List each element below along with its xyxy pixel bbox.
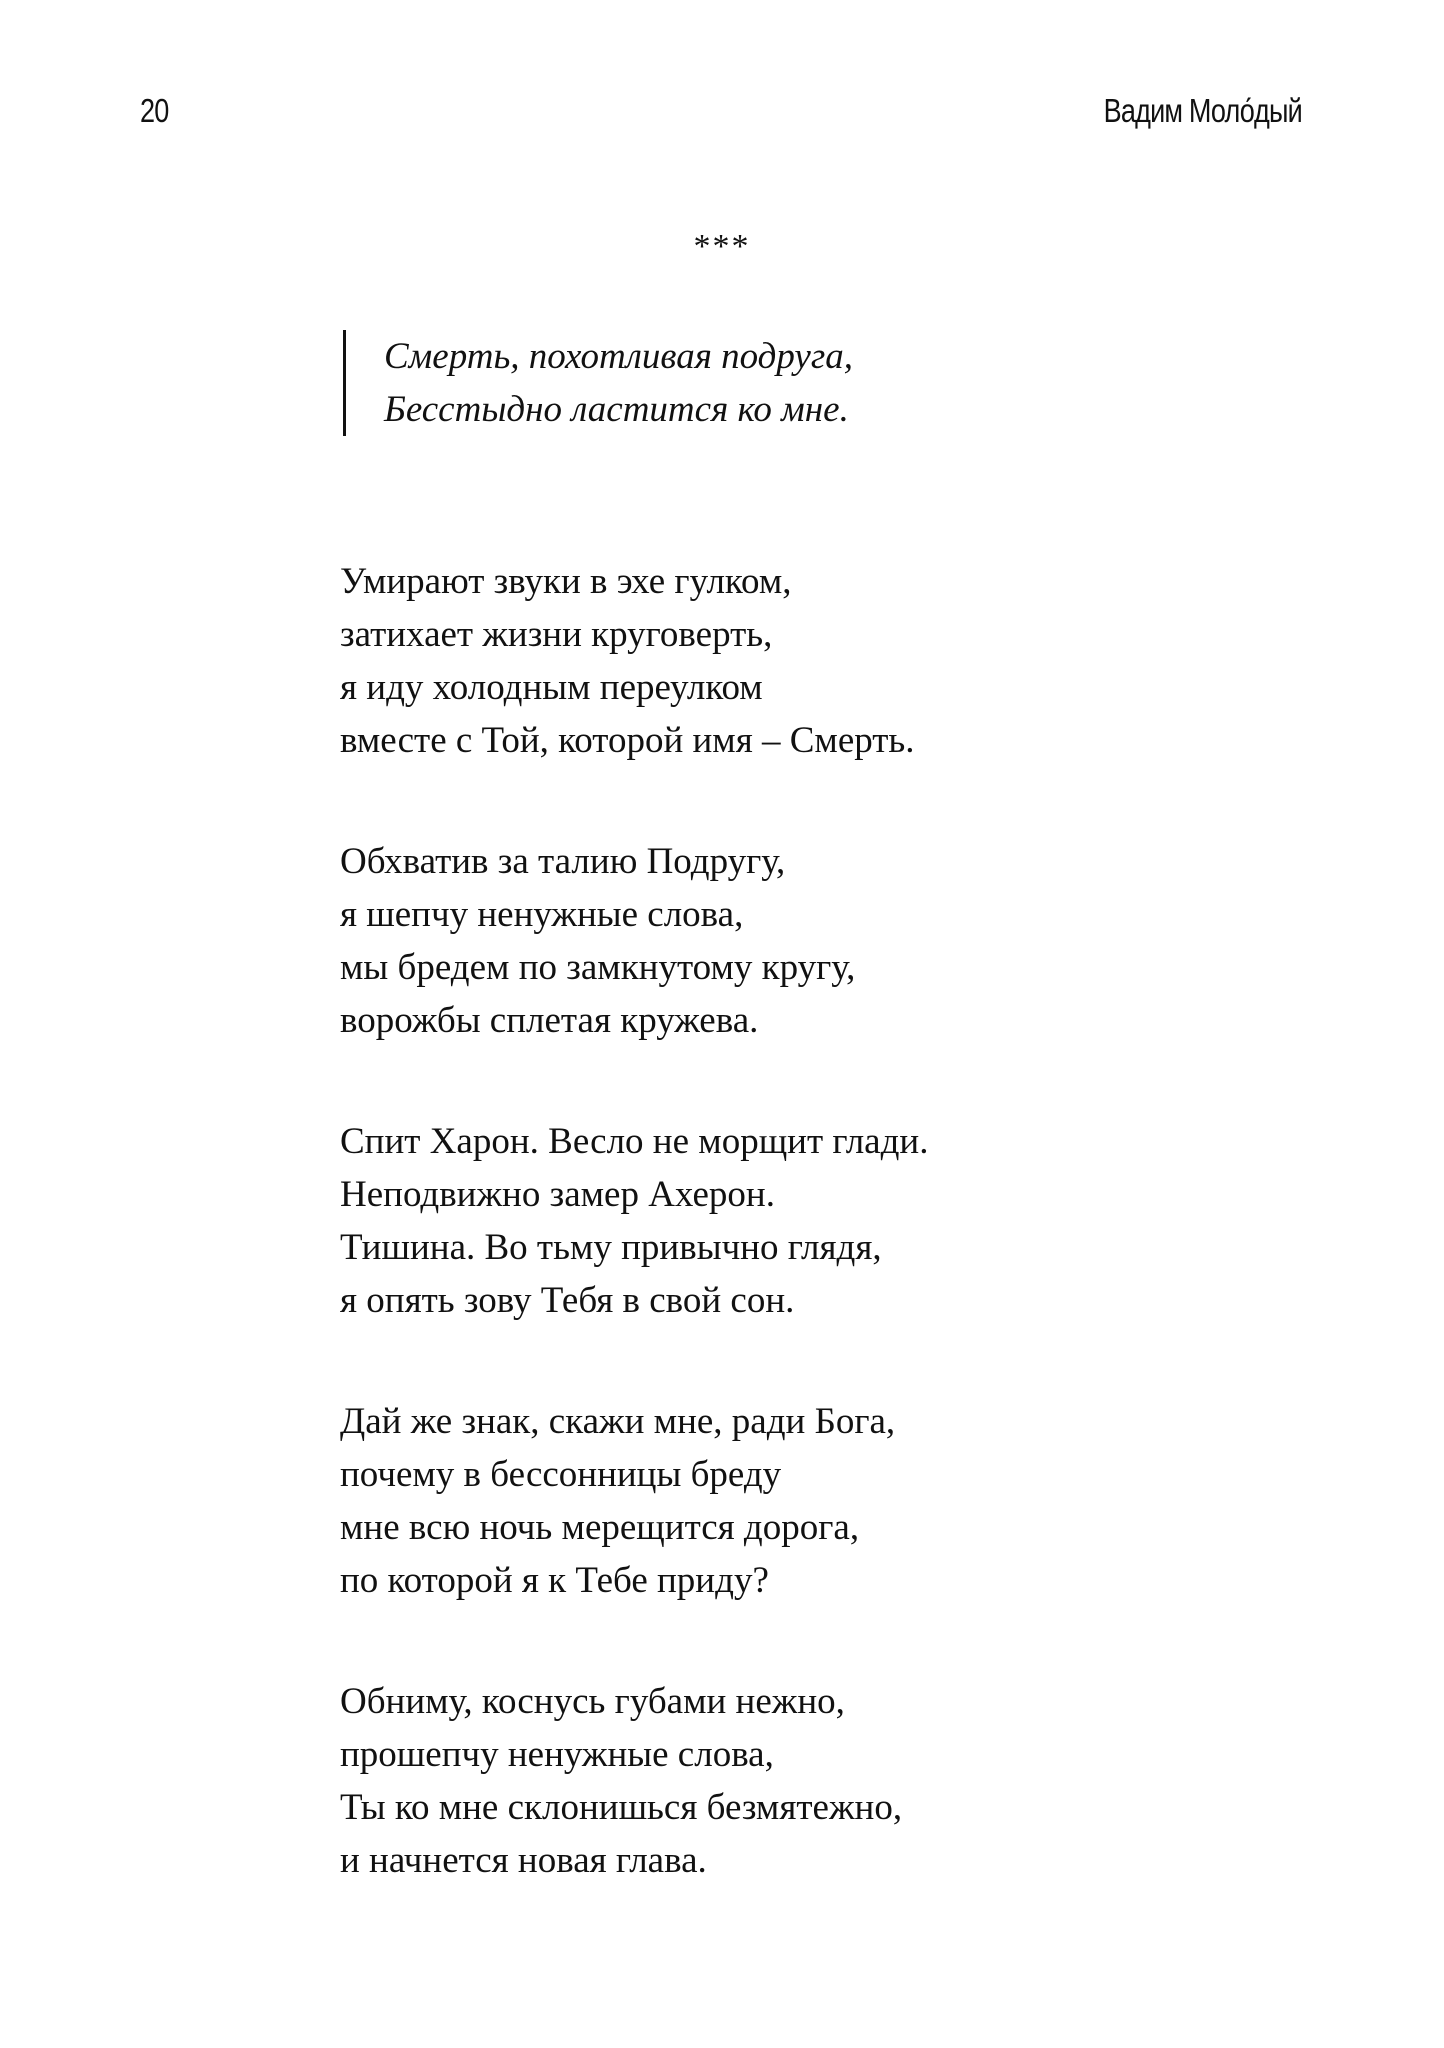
poem-title: ***: [693, 228, 751, 265]
stanza: [340, 1675, 928, 1887]
stanza: [340, 835, 928, 1047]
stanza: [340, 555, 928, 767]
poem-line: почему в бессонницы бреду: [340, 1454, 782, 1495]
poem-line: я шепчу ненужные слова,: [340, 894, 744, 935]
poem-line: вместе с Той, которой имя – Смерть.: [340, 720, 915, 761]
running-header: [140, 92, 1302, 142]
poem-line: по которой я к Тебе приду?: [340, 1560, 769, 1601]
poem-line: я опять зову Тебя в свой сон.: [340, 1280, 795, 1321]
poem-line: Умирают звуки в эхе гулком,: [340, 561, 792, 602]
epigraph: [343, 330, 853, 436]
poem-line: Неподвижно замер Ахерон.: [340, 1174, 775, 1215]
poem-body: [340, 555, 928, 1955]
poem-line: я иду холодным переулком: [340, 667, 763, 708]
epigraph-line: Бесстыдно ластится ко мне.: [384, 389, 849, 430]
poem-line: и начнется новая глава.: [340, 1840, 707, 1881]
poem-line: мне всю ночь мерещится дорога,: [340, 1507, 860, 1548]
poem-line: Спит Харон. Весло не морщит глади.: [340, 1121, 929, 1162]
poem-line: Тишина. Во тьму привычно глядя,: [340, 1227, 882, 1268]
poem-line: Ты ко мне склонишься безмятежно,: [340, 1787, 903, 1828]
poem-line: Обниму, коснусь губами нежно,: [340, 1681, 845, 1722]
poem-line: затихает жизни круговерть,: [340, 614, 773, 655]
epigraph-line: Смерть, похотливая подруга,: [384, 336, 854, 377]
stanza: [340, 1115, 928, 1327]
poem-line: ворожбы сплетая кружева.: [340, 1000, 759, 1041]
poem-line: Дай же знак, скажи мне, ради Бога,: [340, 1401, 896, 1442]
stanza: [340, 1395, 928, 1607]
page-number: 20: [140, 92, 169, 129]
poem-line: мы бредем по замкнутому кругу,: [340, 947, 856, 988]
poem-line: прошепчу ненужные слова,: [340, 1734, 774, 1775]
author-name: Вадим Моло́дый: [1103, 92, 1302, 129]
poem-line: Обхватив за талию Подругу,: [340, 841, 786, 882]
